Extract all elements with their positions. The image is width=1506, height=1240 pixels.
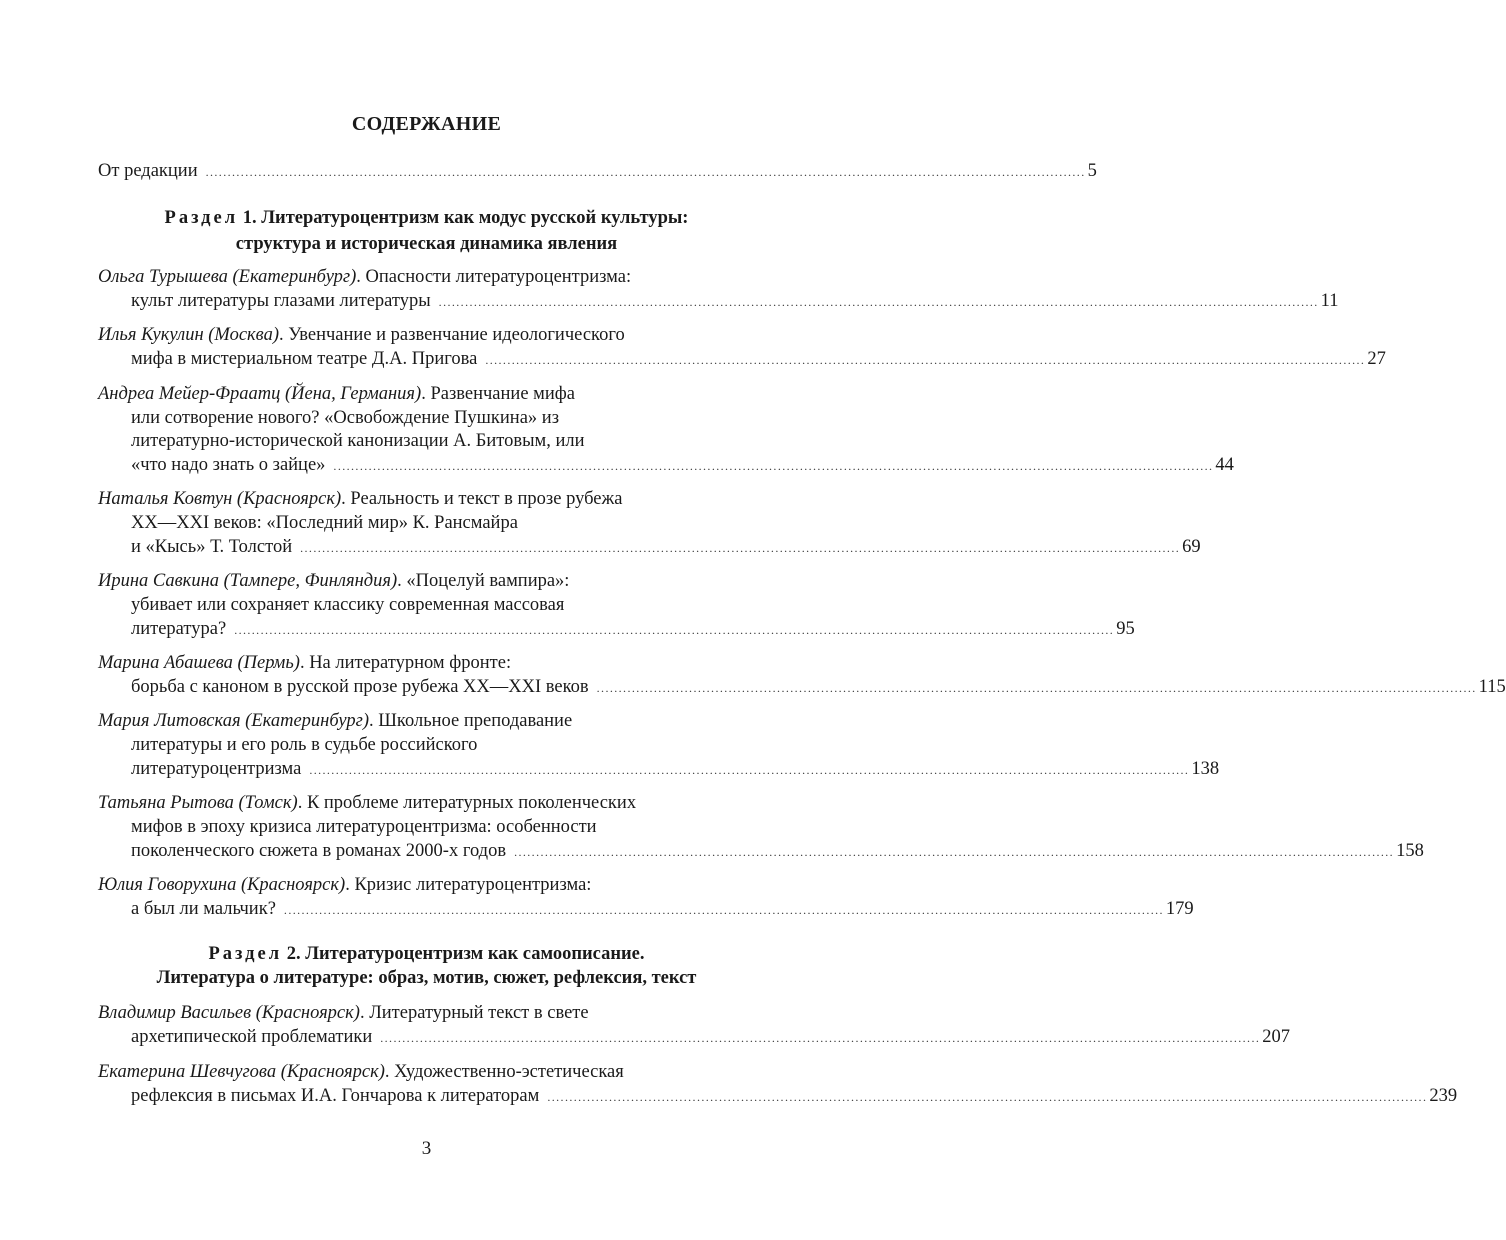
toc-entry-8-last: а был ли мальчик? ........................................................................................................................................................................................................ 179 [131,896,755,922]
toc-entry-6-last: литературоцентризма ........................................................................................................................................................................................................ 138 [131,756,755,782]
entry-page: 95 [1116,619,1135,639]
toc-entry-9-last: архетипической проблематики ........................................................................................................................................................................................................ 207 [131,1024,755,1050]
toc-entry-1-last: мифа в мистериальном театре Д.А. Пригова ........................................................................................................................................................................................................ 27 [131,346,755,372]
toc-entry-0-line-1: Ольга Турышева (Екатеринбург). Опасности литературоцентризма: [98,267,632,287]
entry-page: 179 [1165,899,1194,919]
dot-leader: ........................................................................................................................................................................................................ [380,1031,1261,1045]
toc-entry-2-line-1: Андреа Мейер-Фраатц (Йена, Германия). Развенчание мифа [98,384,575,404]
toc-entry-4-line-1: Ирина Савкина (Тампере, Финляндия). «Поцелуй вампира»: [98,571,570,591]
toc-entry-7-last: поколенческого сюжета в романах 2000-х годов ........................................................................................................................................................................................................ 158 [131,838,755,864]
entry-page: 11 [1320,291,1339,311]
toc-entry-5-last: борьба с каноном в русской прозе рубежа XX—XXI веков ........................................................................................................................................................................................................ 115 [131,674,755,700]
toc-entry-4-line-2: убивает или сохраняет классику современная массовая [131,595,565,615]
toc-entry-6-line-2: литературы и его роль в судьбе российского [131,735,478,755]
entry-page: 239 [1429,1086,1458,1106]
dot-leader: ........................................................................................................................................................................................................ [596,681,1477,695]
page-title: СОДЕРЖАНИЕ [351,113,502,135]
toc-entry-9-line-1: Владимир Васильев (Красноярск). Литературный текст в свете [98,1003,589,1023]
dot-leader: ........................................................................................................................................................................................................ [547,1090,1428,1104]
toc-entry-editorial [98,158,1097,184]
entry-page: 207 [1262,1027,1290,1047]
toc-entry-2-line-3: литературно-исторической канонизации А. Битовым, или [131,431,585,451]
dot-leader: ........................................................................................................................................................................................................ [309,763,1190,777]
entry-page: 138 [1191,759,1220,779]
entry-text: От редакции [98,161,198,181]
toc-entry-5-line-1: Марина Абашева (Пермь). На литературном фронте: [98,653,512,673]
section-1-heading-line-1: Раздел 1. Литературоцентризм как модус русской культуры: [164,208,689,228]
toc-entry-2-line-2: или сотворение нового? «Освобождение Пушкина» из [131,408,560,428]
dot-leader: ........................................................................................................................................................................................................ [485,353,1366,367]
toc-entry-8-line-1: Юлия Говорухина (Красноярск). Кризис литературоцентризма: [98,875,592,895]
entry-page: 115 [1478,677,1506,697]
section-2-heading-line-2: Литература о литературе: образ, мотив, сюжет, рефлексия, текст [156,968,697,988]
section-2-heading-line-1: Раздел 2. Литературоцентризм как самоописание. [208,944,645,964]
page-number: 3 [421,1138,432,1159]
dot-leader: ........................................................................................................................................................................................................ [514,845,1395,859]
toc-entry-3-last: и «Кысь» Т. Толстой ........................................................................................................................................................................................................ 69 [131,534,755,560]
toc-entry-7-line-1: Татьяна Рытова (Томск). К проблеме литературных поколенческих [98,793,637,813]
toc-entry-10-last: рефлексия в письмах И.А. Гончарова к литераторам ........................................................................................................................................................................................................ 239 [131,1083,755,1109]
entry-page: 158 [1396,841,1424,861]
dot-leader: ........................................................................................................................................................................................................ [283,903,1164,917]
toc-entry-2-last: «что надо знать о зайце» ........................................................................................................................................................................................................ 44 [131,452,755,478]
dot-leader: ........................................................................................................................................................................................................ [205,165,1086,179]
section-1-heading-line-2: структура и историческая динамика явления [235,234,618,254]
toc-entry-0-last: культ литературы глазами литературы ........................................................................................................................................................................................................ 11 [131,288,755,314]
dot-leader: ........................................................................................................................................................................................................ [438,295,1319,309]
toc-entry-10-line-1: Екатерина Шевчугова (Красноярск). Художественно-эстетическая [98,1062,624,1082]
entry-page: 44 [1215,455,1234,475]
toc-entry-7-line-2: мифов в эпоху кризиса литературоцентризма: особенности [131,817,597,837]
toc-entry-1-line-1: Илья Кукулин (Москва). Увенчание и развенчание идеологического [98,325,625,345]
toc-entry-4-last: литература? ........................................................................................................................................................................................................ 95 [131,616,755,642]
entry-page: 27 [1367,349,1386,369]
toc-entry-3-line-2: XX—XXI веков: «Последний мир» К. Рансмайра [131,513,518,533]
dot-leader: ........................................................................................................................................................................................................ [300,541,1181,555]
entry-page: 69 [1182,537,1201,557]
toc-entry-3-line-1: Наталья Ковтун (Красноярск). Реальность и текст в прозе рубежа [98,489,623,509]
dot-leader: ........................................................................................................................................................................................................ [333,459,1214,473]
entry-page: 5 [1087,161,1097,181]
toc-entry-6-line-1: Мария Литовская (Екатеринбург). Школьное преподавание [98,711,573,731]
dot-leader: ........................................................................................................................................................................................................ [234,623,1115,637]
